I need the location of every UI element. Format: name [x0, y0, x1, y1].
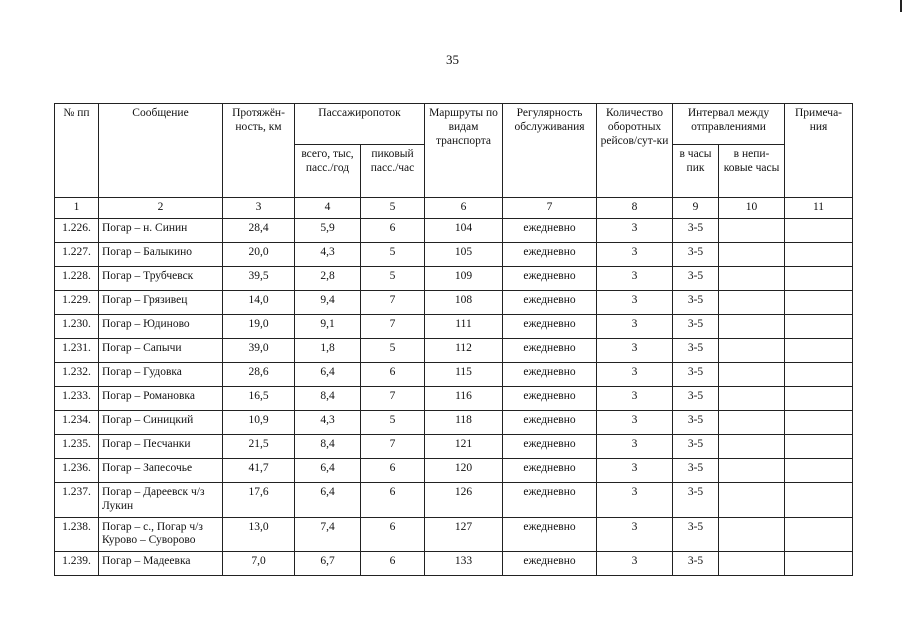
- cell-total-flow: 1,8: [295, 339, 361, 363]
- cell-note: [785, 267, 853, 291]
- cell-trips: 3: [597, 267, 673, 291]
- cell-route: Погар – н. Синин: [99, 219, 223, 243]
- cell-peak-flow: 6: [361, 517, 425, 552]
- column-number: 9: [673, 198, 719, 219]
- header-route: Сообщение: [99, 104, 223, 198]
- cell-regularity: ежедневно: [503, 267, 597, 291]
- cell-number: 1.228.: [55, 267, 99, 291]
- cell-note: [785, 339, 853, 363]
- header-total-flow: всего, тыс, пасс./год: [295, 145, 361, 198]
- cell-number: 1.237.: [55, 483, 99, 518]
- cell-interval-peak: 3-5: [673, 411, 719, 435]
- cell-peak-flow: 6: [361, 483, 425, 518]
- cell-total-flow: 4,3: [295, 411, 361, 435]
- cell-transport-route: 133: [425, 552, 503, 576]
- cell-transport-route: 104: [425, 219, 503, 243]
- cell-trips: 3: [597, 363, 673, 387]
- column-number: 5: [361, 198, 425, 219]
- cell-interval-offpeak: [719, 517, 785, 552]
- cell-trips: 3: [597, 435, 673, 459]
- header-trips: Количество оборотных рейсов/сут-ки: [597, 104, 673, 198]
- cell-transport-route: 115: [425, 363, 503, 387]
- table-row: [55, 387, 853, 411]
- cell-peak-flow: 7: [361, 291, 425, 315]
- cell-regularity: ежедневно: [503, 411, 597, 435]
- cell-route: Погар – Грязивец: [99, 291, 223, 315]
- cell-trips: 3: [597, 517, 673, 552]
- cell-interval-offpeak: [719, 411, 785, 435]
- cell-number: 1.235.: [55, 435, 99, 459]
- header-transport-routes: Маршруты по видам транспорта: [425, 104, 503, 198]
- cell-regularity: ежедневно: [503, 363, 597, 387]
- table-row: [55, 552, 853, 576]
- cell-length: 7,0: [223, 552, 295, 576]
- cell-interval-offpeak: [719, 552, 785, 576]
- table-row: [55, 243, 853, 267]
- cell-note: [785, 291, 853, 315]
- cell-interval-peak: 3-5: [673, 291, 719, 315]
- cell-interval-offpeak: [719, 435, 785, 459]
- cell-length: 28,6: [223, 363, 295, 387]
- cell-number: 1.227.: [55, 243, 99, 267]
- cell-number: 1.232.: [55, 363, 99, 387]
- cell-trips: 3: [597, 291, 673, 315]
- header-regularity: Регулярность обслуживания: [503, 104, 597, 198]
- cell-regularity: ежедневно: [503, 339, 597, 363]
- cell-interval-peak: 3-5: [673, 459, 719, 483]
- cell-number: 1.229.: [55, 291, 99, 315]
- cell-length: 39,5: [223, 267, 295, 291]
- column-number: 2: [99, 198, 223, 219]
- cell-interval-peak: 3-5: [673, 339, 719, 363]
- cell-length: 17,6: [223, 483, 295, 518]
- cell-interval-peak: 3-5: [673, 243, 719, 267]
- table-row: [55, 339, 853, 363]
- cell-number: 1.226.: [55, 219, 99, 243]
- cell-interval-offpeak: [719, 459, 785, 483]
- cell-regularity: ежедневно: [503, 483, 597, 518]
- cell-regularity: ежедневно: [503, 315, 597, 339]
- cell-total-flow: 6,4: [295, 363, 361, 387]
- cell-transport-route: 111: [425, 315, 503, 339]
- column-number: 3: [223, 198, 295, 219]
- cell-regularity: ежедневно: [503, 435, 597, 459]
- cell-note: [785, 411, 853, 435]
- cell-route: Погар – Синицкий: [99, 411, 223, 435]
- cell-peak-flow: 6: [361, 552, 425, 576]
- cell-note: [785, 219, 853, 243]
- header-notes: Примеча-ния: [785, 104, 853, 198]
- header-peak-flow: пиковый пасс./час: [361, 145, 425, 198]
- cell-note: [785, 552, 853, 576]
- column-number: 4: [295, 198, 361, 219]
- cell-total-flow: 4,3: [295, 243, 361, 267]
- table-row: [55, 483, 853, 518]
- cell-peak-flow: 5: [361, 267, 425, 291]
- cell-transport-route: 116: [425, 387, 503, 411]
- table-row: [55, 411, 853, 435]
- cell-number: 1.238.: [55, 517, 99, 552]
- cell-total-flow: 8,4: [295, 435, 361, 459]
- cell-route: Погар – Романовка: [99, 387, 223, 411]
- cell-regularity: ежедневно: [503, 552, 597, 576]
- cell-route: Погар – с., Погар ч/з Курово – Суворово: [99, 517, 223, 552]
- cell-route: Погар – Гудовка: [99, 363, 223, 387]
- cell-regularity: ежедневно: [503, 219, 597, 243]
- page-edge-mark: [900, 0, 902, 12]
- cell-regularity: ежедневно: [503, 243, 597, 267]
- header-passenger-flow: Пассажиропоток: [295, 104, 425, 145]
- cell-route: Погар – Запесочье: [99, 459, 223, 483]
- column-number: 6: [425, 198, 503, 219]
- table-row: [55, 219, 853, 243]
- header-length: Протяжён-ность, км: [223, 104, 295, 198]
- cell-trips: 3: [597, 552, 673, 576]
- cell-interval-peak: 3-5: [673, 435, 719, 459]
- cell-route: Погар – Сапычи: [99, 339, 223, 363]
- cell-trips: 3: [597, 483, 673, 518]
- cell-length: 13,0: [223, 517, 295, 552]
- cell-interval-offpeak: [719, 291, 785, 315]
- cell-length: 19,0: [223, 315, 295, 339]
- cell-note: [785, 435, 853, 459]
- cell-interval-peak: 3-5: [673, 363, 719, 387]
- cell-transport-route: 112: [425, 339, 503, 363]
- cell-regularity: ежедневно: [503, 459, 597, 483]
- column-number-row: [55, 198, 853, 219]
- cell-length: 20,0: [223, 243, 295, 267]
- cell-transport-route: 126: [425, 483, 503, 518]
- cell-route: Погар – Балыкино: [99, 243, 223, 267]
- cell-trips: 3: [597, 315, 673, 339]
- cell-interval-peak: 3-5: [673, 267, 719, 291]
- cell-trips: 3: [597, 219, 673, 243]
- table-row: [55, 435, 853, 459]
- cell-interval-offpeak: [719, 315, 785, 339]
- routes-table: [54, 103, 853, 576]
- cell-peak-flow: 6: [361, 219, 425, 243]
- cell-trips: 3: [597, 387, 673, 411]
- cell-number: 1.233.: [55, 387, 99, 411]
- cell-total-flow: 9,1: [295, 315, 361, 339]
- cell-transport-route: 108: [425, 291, 503, 315]
- cell-peak-flow: 5: [361, 243, 425, 267]
- column-number: 10: [719, 198, 785, 219]
- cell-total-flow: 6,7: [295, 552, 361, 576]
- cell-note: [785, 315, 853, 339]
- column-number: 8: [597, 198, 673, 219]
- cell-length: 41,7: [223, 459, 295, 483]
- cell-peak-flow: 7: [361, 387, 425, 411]
- cell-route: Погар – Песчанки: [99, 435, 223, 459]
- cell-total-flow: 7,4: [295, 517, 361, 552]
- cell-transport-route: 120: [425, 459, 503, 483]
- cell-interval-peak: 3-5: [673, 517, 719, 552]
- cell-total-flow: 6,4: [295, 483, 361, 518]
- cell-interval-peak: 3-5: [673, 552, 719, 576]
- table-row: [55, 291, 853, 315]
- column-number: 1: [55, 198, 99, 219]
- cell-peak-flow: 6: [361, 459, 425, 483]
- table-row: [55, 459, 853, 483]
- header-interval-offpeak: в непи-ковые часы: [719, 145, 785, 198]
- cell-route: Погар – Дареевск ч/з Лукин: [99, 483, 223, 518]
- cell-length: 14,0: [223, 291, 295, 315]
- cell-note: [785, 459, 853, 483]
- cell-transport-route: 105: [425, 243, 503, 267]
- table-row: [55, 363, 853, 387]
- cell-note: [785, 363, 853, 387]
- cell-length: 10,9: [223, 411, 295, 435]
- cell-trips: 3: [597, 411, 673, 435]
- header-interval: Интервал между отправлениями: [673, 104, 785, 145]
- cell-interval-offpeak: [719, 243, 785, 267]
- cell-interval-offpeak: [719, 483, 785, 518]
- header-interval-peak: в часы пик: [673, 145, 719, 198]
- cell-number: 1.230.: [55, 315, 99, 339]
- cell-interval-offpeak: [719, 267, 785, 291]
- cell-total-flow: 9,4: [295, 291, 361, 315]
- cell-transport-route: 121: [425, 435, 503, 459]
- cell-interval-peak: 3-5: [673, 387, 719, 411]
- cell-note: [785, 387, 853, 411]
- page-number: 35: [446, 52, 459, 67]
- cell-regularity: ежедневно: [503, 387, 597, 411]
- cell-regularity: ежедневно: [503, 517, 597, 552]
- table-row: [55, 267, 853, 291]
- cell-peak-flow: 7: [361, 435, 425, 459]
- cell-peak-flow: 5: [361, 339, 425, 363]
- cell-peak-flow: 7: [361, 315, 425, 339]
- column-number: 11: [785, 198, 853, 219]
- cell-note: [785, 243, 853, 267]
- cell-note: [785, 517, 853, 552]
- cell-total-flow: 5,9: [295, 219, 361, 243]
- cell-interval-peak: 3-5: [673, 219, 719, 243]
- cell-interval-offpeak: [719, 387, 785, 411]
- cell-total-flow: 8,4: [295, 387, 361, 411]
- cell-length: 21,5: [223, 435, 295, 459]
- table-row: [55, 517, 853, 552]
- cell-transport-route: 109: [425, 267, 503, 291]
- cell-trips: 3: [597, 243, 673, 267]
- cell-length: 16,5: [223, 387, 295, 411]
- column-number: 7: [503, 198, 597, 219]
- cell-number: 1.239.: [55, 552, 99, 576]
- cell-length: 39,0: [223, 339, 295, 363]
- cell-route: Погар – Мадеевка: [99, 552, 223, 576]
- cell-interval-peak: 3-5: [673, 483, 719, 518]
- cell-transport-route: 127: [425, 517, 503, 552]
- cell-interval-offpeak: [719, 219, 785, 243]
- cell-length: 28,4: [223, 219, 295, 243]
- cell-total-flow: 6,4: [295, 459, 361, 483]
- cell-regularity: ежедневно: [503, 291, 597, 315]
- cell-interval-peak: 3-5: [673, 315, 719, 339]
- cell-route: Погар – Трубчевск: [99, 267, 223, 291]
- cell-route: Погар – Юдиново: [99, 315, 223, 339]
- cell-total-flow: 2,8: [295, 267, 361, 291]
- header-number: № пп: [55, 104, 99, 198]
- cell-trips: 3: [597, 459, 673, 483]
- cell-peak-flow: 5: [361, 411, 425, 435]
- cell-interval-offpeak: [719, 363, 785, 387]
- cell-transport-route: 118: [425, 411, 503, 435]
- cell-number: 1.234.: [55, 411, 99, 435]
- cell-number: 1.236.: [55, 459, 99, 483]
- cell-interval-offpeak: [719, 339, 785, 363]
- cell-peak-flow: 6: [361, 363, 425, 387]
- cell-number: 1.231.: [55, 339, 99, 363]
- cell-trips: 3: [597, 339, 673, 363]
- table-row: [55, 315, 853, 339]
- cell-note: [785, 483, 853, 518]
